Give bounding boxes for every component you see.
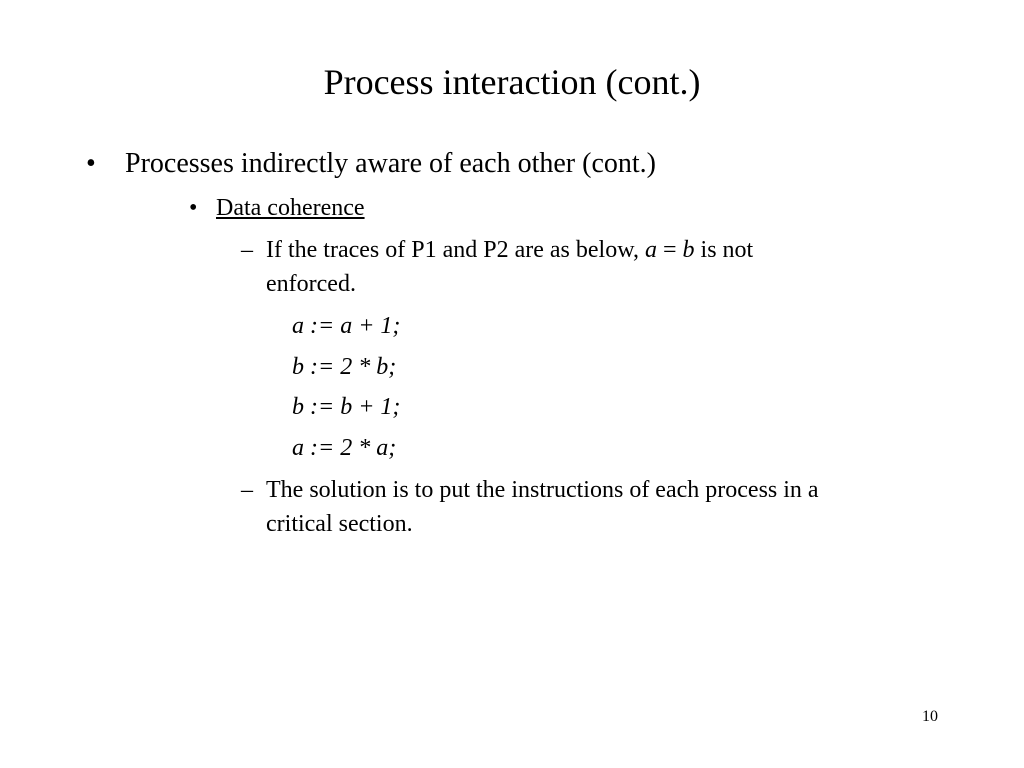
code-line-3: b := b + 1; (292, 394, 401, 420)
traces-text-suffix: is not (694, 237, 754, 263)
page-number: 10 (922, 708, 938, 725)
expr-equals: = (656, 237, 683, 263)
expr-b: b (682, 237, 695, 263)
sub-bullet-solution-line1: The solution is to put the instructions of each process in a (266, 477, 819, 503)
dash-marker-2: – (241, 477, 253, 503)
slide-title: Process interaction (cont.) (323, 62, 701, 102)
bullet-marker-level2: • (189, 195, 198, 221)
code-line-1: a := a + 1; (292, 313, 401, 339)
bullet-text-level1: Processes indirectly aware of each other (cont.) (125, 148, 656, 179)
sub-bullet-traces-line2: enforced. (266, 271, 356, 297)
traces-text-prefix: If the traces of P1 and P2 are as below, (266, 237, 645, 263)
expr-a: a (644, 237, 657, 263)
dash-marker-1: – (241, 237, 253, 263)
sub-bullet-traces (266, 233, 946, 267)
code-line-4: a := 2 * a; (292, 435, 397, 461)
sub-bullet-solution-line2: critical section. (266, 511, 413, 537)
code-line-2: b := 2 * b; (292, 354, 397, 380)
bullet-marker-level1: • (86, 148, 96, 179)
bullet-text-data-coherence: Data coherence (216, 195, 365, 221)
